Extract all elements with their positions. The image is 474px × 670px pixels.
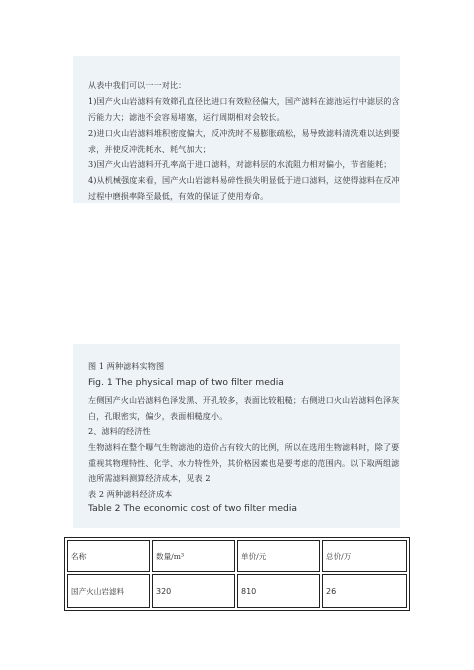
table-header-cell: 单价/元 <box>237 540 320 572</box>
comparison-point-2: 2)进口火山岩滤料堆积密度偏大，反冲洗时不易膨胀疏松，易导致滤料清洗难以达到要求，并使反冲洗耗水、耗气加大； <box>88 128 400 154</box>
table-2-caption-en: Table 2 The economic cost of two filter media <box>88 503 298 514</box>
comparison-point-4: 4)从机械强度来看，国产火山岩滤料易碎性损失明显低于进口滤料，这使得滤料在反冲过程中磨损率降至最低，有效的保证了使用寿命。 <box>88 175 400 201</box>
economic-cost-table <box>64 537 410 611</box>
table-header-cell: 名称 <box>67 540 150 572</box>
table-2-caption-cn: 表 2 两种滤料经济成本 <box>88 489 173 499</box>
section-2-heading: 2、滤料的经济性 <box>88 426 151 436</box>
table-cell-name: 国产火山岩滤料 <box>67 574 150 608</box>
comparison-point-3: 3)国产火山岩滤料开孔率高于进口滤料，对滤料层的水流阻力相对偏小，节省能耗； <box>88 159 392 169</box>
table-cell-unit-price: 810 <box>237 574 320 608</box>
comparison-intro: 从表中我们可以一一对比： <box>88 80 187 90</box>
table-row <box>67 574 407 608</box>
table-header-cell: 数量/m³ <box>152 540 235 572</box>
figure-1-caption-cn: 图 1 两种滤料实物图 <box>88 361 165 371</box>
figure-1-description: 左侧国产火山岩滤料色泽发黑、开孔较多，表面比较粗糙；右侧进口火山岩滤料色泽灰白，孔眼密实，偏少，表面相糙度小。 <box>88 395 400 421</box>
comparison-point-1: 1)国产火山岩滤料有效筛孔直径比进口有效粒径偏大，国产滤料在滤池运行中滤层的含污能力大；滤池不会容易堵塞，运行周期相对会较长。 <box>88 96 400 122</box>
section-2-body: 生物滤料在整个曝气生物滤池的造价占有较大的比例，所以在选用生物滤料时，除了要重视其物理特性、化学、水力特性外，其价格因素也是要考虑的范围内。以下取两组滤池所需滤料测算经济成本，见表 2 <box>88 442 400 483</box>
table-cell-quantity: 320 <box>152 574 235 608</box>
figure-1-caption-en: Fig. 1 The physical map of two filter media <box>88 377 284 388</box>
table-cell-total-price: 26 <box>322 574 407 608</box>
table-header-row <box>67 540 407 572</box>
table-header-cell: 总价/万 <box>322 540 407 572</box>
